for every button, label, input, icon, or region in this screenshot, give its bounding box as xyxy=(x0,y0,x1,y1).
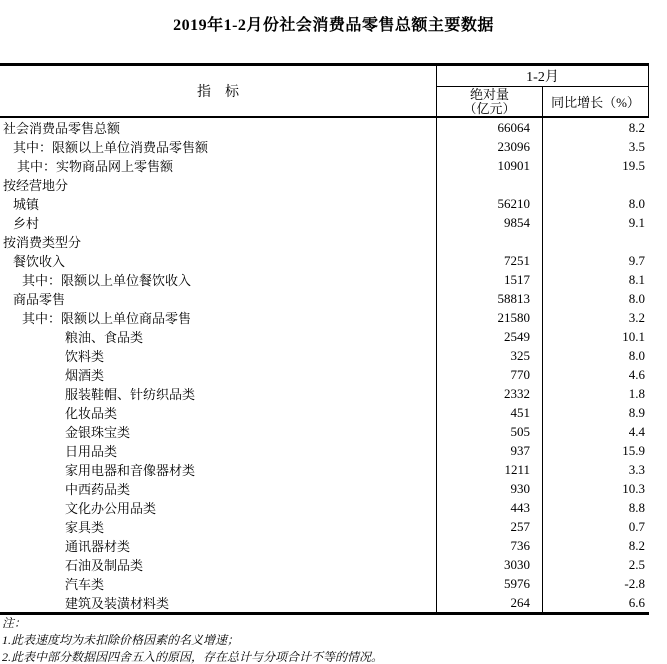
row-absolute-value: 66064 xyxy=(437,118,543,137)
row-growth-value: 10.3 xyxy=(622,480,645,496)
row-absolute-value: 2549 xyxy=(437,327,543,346)
row-indicator-label: 建筑及装潢材料类 xyxy=(0,593,437,612)
row-growth-value: 8.8 xyxy=(628,499,645,515)
table-row xyxy=(0,213,649,232)
row-indicator-label: 通讯器材类 xyxy=(0,536,437,555)
row-growth-value: 19.5 xyxy=(622,157,645,173)
row-indicator-label: 饮料类 xyxy=(0,346,437,365)
page-title: 2019年1-2月份社会消费品零售总额主要数据 xyxy=(173,17,494,34)
row-growth-value: 10.1 xyxy=(622,328,645,344)
row-absolute-value: 325 xyxy=(437,346,543,365)
row-growth-value xyxy=(543,175,649,194)
row-growth-value: 8.1 xyxy=(628,271,645,287)
row-indicator-label: 中西药品类 xyxy=(0,479,437,498)
row-growth-value: 4.4 xyxy=(628,423,645,439)
row-absolute-value: 451 xyxy=(437,403,543,422)
row-indicator-label: 其中：限额以上单位商品零售 xyxy=(0,308,437,327)
row-indicator-label: 商品零售 xyxy=(0,289,437,308)
table-row xyxy=(0,175,649,194)
row-growth-value: 8.0 xyxy=(628,195,645,211)
note-heading: 注： xyxy=(2,616,27,630)
table-row xyxy=(0,536,649,555)
row-indicator-label: 其中：限额以上单位餐饮收入 xyxy=(0,270,437,289)
row-absolute-value: 10901 xyxy=(437,156,543,175)
header-period: 1-2月 xyxy=(437,66,649,87)
row-growth-value: 9.7 xyxy=(628,252,645,268)
header-absolute-line2: （亿元） xyxy=(463,100,516,116)
row-growth-value: 8.2 xyxy=(628,537,645,553)
row-indicator-label: 餐饮收入 xyxy=(0,251,437,270)
table-row xyxy=(0,479,649,498)
table-row xyxy=(0,156,649,175)
table-row xyxy=(0,555,649,574)
row-indicator-label: 其中：实物商品网上零售额 xyxy=(0,156,437,175)
table-row xyxy=(0,365,649,384)
row-growth-value xyxy=(543,232,649,251)
row-absolute-value: 1517 xyxy=(437,270,543,289)
row-growth-value: 2.5 xyxy=(628,556,645,572)
table-row xyxy=(0,422,649,441)
row-absolute-value: 443 xyxy=(437,498,543,517)
row-growth-value: 1.8 xyxy=(628,385,645,401)
row-growth-value: 4.6 xyxy=(628,366,645,382)
table-row xyxy=(0,441,649,460)
note-line-2: 2.此表中部分数据因四舍五入的原因，存在总计与分项合计不等的情况。 xyxy=(2,650,384,664)
table-row xyxy=(0,346,649,365)
row-indicator-label: 家用电器和音像器材类 xyxy=(0,460,437,479)
row-indicator-label: 烟酒类 xyxy=(0,365,437,384)
header-absolute-amount xyxy=(437,87,543,116)
table-row xyxy=(0,194,649,213)
table-row xyxy=(0,384,649,403)
table-row xyxy=(0,270,649,289)
row-absolute-value: 257 xyxy=(437,517,543,536)
note-line-1: 1.此表速度均为未扣除价格因素的名义增速； xyxy=(2,633,240,647)
table-row xyxy=(0,574,649,593)
row-growth-value: 15.9 xyxy=(622,442,645,458)
table-row xyxy=(0,118,649,137)
row-absolute-value xyxy=(437,232,543,251)
table-row xyxy=(0,251,649,270)
row-indicator-label: 服装鞋帽、针纺织品类 xyxy=(0,384,437,403)
table-header xyxy=(0,66,649,118)
row-indicator-label: 粮油、食品类 xyxy=(0,327,437,346)
row-absolute-value: 264 xyxy=(437,593,543,612)
table-row xyxy=(0,308,649,327)
row-indicator-label: 化妆品类 xyxy=(0,403,437,422)
row-absolute-value: 2332 xyxy=(437,384,543,403)
row-indicator-label: 乡村 xyxy=(0,213,437,232)
row-indicator-label: 社会消费品零售总额 xyxy=(0,118,437,137)
row-indicator-label: 金银珠宝类 xyxy=(0,422,437,441)
data-table xyxy=(0,63,649,615)
row-growth-value: 6.6 xyxy=(628,594,645,610)
header-right-group xyxy=(437,66,649,116)
row-absolute-value: 9854 xyxy=(437,213,543,232)
row-absolute-value: 7251 xyxy=(437,251,543,270)
table-row xyxy=(0,517,649,536)
row-growth-value: 8.9 xyxy=(628,404,645,420)
table-row xyxy=(0,403,649,422)
row-absolute-value: 21580 xyxy=(437,308,543,327)
row-growth-value: 0.7 xyxy=(628,518,645,534)
row-absolute-value: 770 xyxy=(437,365,543,384)
row-absolute-value: 937 xyxy=(437,441,543,460)
row-growth-value: 3.2 xyxy=(628,309,645,325)
row-absolute-value: 736 xyxy=(437,536,543,555)
row-absolute-value: 3030 xyxy=(437,555,543,574)
row-absolute-value: 58813 xyxy=(437,289,543,308)
row-indicator-label: 家具类 xyxy=(0,517,437,536)
table-row xyxy=(0,593,649,612)
table-row xyxy=(0,137,649,156)
row-indicator-label: 按经营地分 xyxy=(0,175,437,194)
row-growth-value: 8.0 xyxy=(628,347,645,363)
header-yoy-growth: 同比增长（%） xyxy=(543,87,649,116)
row-indicator-label: 日用品类 xyxy=(0,441,437,460)
row-absolute-value: 56210 xyxy=(437,194,543,213)
row-growth-value: 3.3 xyxy=(628,461,645,477)
row-indicator-label: 其中：限额以上单位消费品零售额 xyxy=(0,137,437,156)
table-row xyxy=(0,498,649,517)
row-indicator-label: 文化办公用品类 xyxy=(0,498,437,517)
row-indicator-label: 石油及制品类 xyxy=(0,555,437,574)
header-subcolumns xyxy=(437,87,649,116)
row-absolute-value: 5976 xyxy=(437,574,543,593)
row-absolute-value: 505 xyxy=(437,422,543,441)
row-growth-value: 8.2 xyxy=(628,119,645,135)
row-absolute-value: 1211 xyxy=(437,460,543,479)
row-indicator-label: 按消费类型分 xyxy=(0,232,437,251)
table-row xyxy=(0,460,649,479)
row-growth-value: 9.1 xyxy=(628,214,645,230)
row-growth-value: 3.5 xyxy=(628,138,645,154)
header-indicator: 指 标 xyxy=(0,66,437,116)
header-absolute-line1: 绝对量 xyxy=(469,86,509,102)
table-row xyxy=(0,327,649,346)
table-body xyxy=(0,118,649,612)
row-indicator-label: 汽车类 xyxy=(0,574,437,593)
row-growth-value: -2.8 xyxy=(624,575,645,591)
row-growth-value: 8.0 xyxy=(628,290,645,306)
row-indicator-label: 城镇 xyxy=(0,194,437,213)
row-absolute-value: 930 xyxy=(437,479,543,498)
row-absolute-value: 23096 xyxy=(437,137,543,156)
table-row xyxy=(0,232,649,251)
row-absolute-value xyxy=(437,175,543,194)
table-notes xyxy=(2,615,383,664)
table-row xyxy=(0,289,649,308)
